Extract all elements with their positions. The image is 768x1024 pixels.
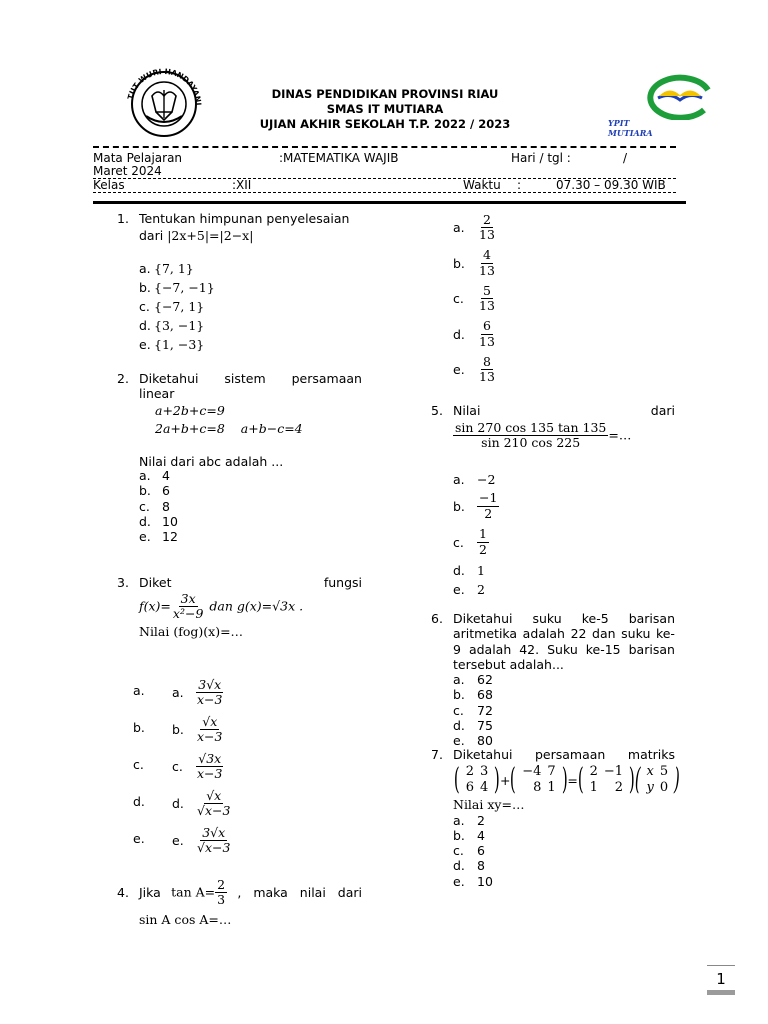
outer-label: b. [133, 720, 145, 735]
question-5 [431, 403, 675, 451]
option-label: e. [139, 529, 151, 545]
fraction-denominator: 13 [479, 262, 495, 278]
question-number: 7. [431, 747, 443, 762]
day-label: Hari / tgl : [511, 151, 571, 165]
question-word: Suku [547, 641, 578, 657]
question-word: Diketahui [453, 611, 513, 626]
option-fraction [195, 752, 224, 782]
option-c[interactable] [172, 748, 232, 785]
option-fraction [477, 527, 489, 557]
question-word: fungsi [323, 575, 362, 590]
option-label: d. [172, 796, 184, 811]
fraction-denominator: 13 [479, 333, 495, 349]
question-tail: =… [608, 427, 632, 443]
option-label: a. [172, 685, 184, 700]
fraction-denominator: 2 [479, 541, 487, 557]
option-label: d. [453, 718, 465, 734]
option-label: d. [139, 318, 151, 333]
equation-1: a+2b+c=9 [155, 403, 225, 418]
page-number-bar [707, 990, 735, 995]
question-text: dari [139, 228, 164, 243]
option-fraction [477, 284, 497, 314]
subject-label: Mata Pelajaran [93, 151, 183, 165]
tan-fraction [215, 878, 227, 908]
question-ask: Nilai dari abc adalah ... [139, 454, 284, 469]
option-label: d. [453, 563, 465, 578]
option-value: {−7, −1} [154, 280, 215, 295]
option-label: a. [453, 812, 465, 828]
question-6 [431, 611, 675, 749]
option-b[interactable] [139, 280, 215, 299]
question-word: persamaan [535, 747, 606, 762]
option-value: 4 [477, 827, 485, 843]
option-c[interactable] [453, 281, 497, 317]
fraction-numerator: 3√x [202, 824, 226, 840]
option-d[interactable] [172, 785, 232, 822]
option-fraction [477, 355, 497, 385]
option-a[interactable] [453, 672, 675, 687]
option-b[interactable] [453, 828, 675, 843]
option-c[interactable] [453, 843, 675, 858]
option-value: {1, −3} [154, 337, 205, 352]
letterhead-line-3: UJIAN AKHIR SEKOLAH T.P. 2022 / 2023 [259, 117, 511, 131]
option-value: 6 [477, 843, 485, 859]
date-value: Maret 2024 [93, 164, 162, 178]
question-number: 1. [117, 211, 129, 226]
question-word: barisan [628, 641, 675, 657]
option-label: e. [453, 582, 465, 597]
question-word: Jika [139, 885, 161, 901]
question-2 [117, 371, 362, 469]
option-fraction [477, 213, 497, 243]
question-word: 42. [519, 641, 540, 657]
option-a[interactable] [139, 261, 215, 280]
subject-value: :MATEMATIKA WAJIB [279, 151, 399, 165]
option-value: 75 [477, 718, 493, 734]
option-value: 8 [162, 498, 170, 514]
option-label: d. [139, 513, 151, 529]
option-value: 8 [477, 858, 485, 874]
question-word: Diketahui [453, 747, 513, 762]
letterhead-line-2: SMAS IT MUTIARA [326, 102, 444, 116]
option-value: 12 [162, 529, 178, 545]
logo-text: TUT WURI HANDAYANI [125, 66, 204, 106]
fraction-denominator: 2 [484, 505, 493, 521]
option-a[interactable] [172, 674, 232, 711]
fraction-numerator: 3x [180, 591, 196, 606]
question-text: tersebut adalah... [453, 656, 564, 672]
fraction-numerator: −1 [479, 490, 498, 506]
option-label: b. [453, 498, 465, 514]
fraction-numerator: √3x [198, 750, 222, 766]
option-d[interactable] [139, 514, 178, 529]
header-dashed-rule-top [93, 146, 676, 148]
question-number: 5. [431, 403, 443, 418]
option-value: 10 [162, 513, 178, 529]
question-ask: Nilai xy=… [453, 797, 525, 813]
fraction-denominator: 3 [217, 892, 226, 908]
question-word: suku [532, 611, 562, 626]
fraction-numerator: sin 270 cos 135 tan 135 [455, 420, 607, 435]
option-value: 4 [162, 468, 170, 483]
option-label: d. [453, 858, 465, 874]
fraction-denominator: x−3 [197, 692, 223, 707]
question-word: aritmetika [453, 626, 518, 642]
question-word: sistem [224, 371, 266, 386]
option-d[interactable] [139, 318, 215, 337]
outer-label: c. [133, 757, 144, 772]
fraction-numerator: 5 [482, 282, 491, 298]
option-e[interactable] [139, 529, 178, 544]
question-text: , maka nilai dari [237, 885, 362, 901]
outer-label: a. [133, 683, 145, 698]
matrix-4: ( x 5 y 0 ) [634, 762, 680, 798]
question-3 [117, 575, 362, 639]
option-label: b. [453, 687, 465, 703]
fraction-denominator: sin 210 cos 225 [481, 435, 581, 451]
option-label: d. [453, 326, 465, 342]
question-4-options [453, 210, 497, 388]
time-label: Waktu [463, 178, 501, 192]
question-word: Nilai [453, 403, 481, 418]
option-b[interactable] [453, 489, 499, 523]
fraction-numerator: 8 [482, 353, 491, 369]
header-solid-rule [93, 201, 686, 204]
question-word: 22 [570, 626, 587, 642]
option-label: b. [139, 280, 151, 295]
fraction-numerator: √x [206, 787, 222, 803]
question-word: adalah [468, 641, 512, 657]
option-e[interactable] [453, 874, 675, 889]
equals-sign: = [567, 772, 578, 788]
fraction-numerator: 2 [217, 877, 226, 892]
matrix-equation [451, 762, 680, 798]
page-number: 1 [707, 965, 735, 995]
option-fraction [195, 715, 224, 745]
option-value: {3, −1} [154, 318, 205, 333]
fraction-numerator: 2 [482, 211, 491, 227]
question-1 [117, 211, 362, 243]
option-a[interactable] [453, 813, 675, 828]
question-3-options [172, 674, 232, 859]
question-word: barisan [628, 611, 675, 626]
option-fraction [477, 491, 499, 521]
option-label: a. [139, 261, 151, 276]
question-fraction [453, 421, 608, 451]
option-label: c. [453, 702, 464, 718]
equation-2: 2a+b+c=8 [155, 421, 225, 436]
function-f-fraction [171, 592, 206, 622]
plus-sign: + [500, 772, 511, 788]
question-word: persamaan [291, 371, 362, 386]
option-label: c. [453, 843, 464, 859]
fraction-numerator: 6 [482, 318, 491, 334]
fraction-numerator: 4 [482, 247, 491, 263]
question-3-outer-labels [133, 672, 145, 857]
option-fraction [195, 826, 232, 856]
option-value: 68 [477, 687, 493, 703]
option-value: {−7, 1} [154, 299, 205, 314]
option-fraction [195, 678, 224, 708]
question-word: Diket [139, 575, 172, 590]
matrix-3: ( 2 −1 1 2 ) [577, 762, 635, 798]
question-number: 3. [117, 575, 129, 590]
option-label: b. [453, 827, 465, 843]
option-b[interactable] [453, 687, 675, 702]
option-e[interactable] [139, 337, 215, 356]
option-b[interactable] [453, 246, 497, 282]
option-fraction [195, 789, 232, 819]
question-word: dan [592, 626, 616, 642]
option-label: c. [453, 291, 464, 307]
question-1-options [139, 261, 215, 356]
option-d[interactable] [453, 858, 675, 873]
question-number: 2. [117, 371, 129, 386]
option-label: a. [453, 672, 465, 688]
option-a[interactable] [453, 210, 497, 246]
fraction-numerator: 3√x [198, 676, 222, 692]
letterhead-line-1: DINAS PENDIDIKAN PROVINSI RIAU [271, 87, 499, 101]
option-fraction [477, 248, 497, 278]
option-value: 80 [477, 733, 493, 749]
option-value: 2 [477, 582, 485, 597]
option-label: e. [453, 362, 465, 378]
ypit-logo [644, 70, 714, 120]
option-label: c. [172, 759, 183, 774]
option-label: c. [139, 498, 150, 514]
question-7 [431, 747, 680, 889]
question-2-options [139, 468, 178, 544]
option-b[interactable] [172, 711, 232, 748]
tut-wuri-handayani-logo [122, 66, 206, 138]
question-word: ke- [655, 626, 675, 642]
option-value: 10 [477, 873, 493, 889]
fraction-denominator: √x−3 [197, 840, 231, 855]
ypit-logo-label [608, 118, 653, 138]
fraction-denominator: √x−3 [197, 803, 231, 818]
fraction-denominator: 13 [479, 298, 495, 314]
question-word: dari [650, 403, 675, 418]
fraction-denominator: 13 [479, 227, 495, 243]
option-label: e. [172, 833, 184, 848]
option-label: a. [453, 471, 465, 487]
fraction-denominator: 13 [479, 369, 495, 385]
matrix-2: ( −4 7 8 1 ) [510, 762, 568, 798]
option-label: a. [139, 468, 151, 483]
class-label: Kelas [93, 178, 125, 192]
question-text: Tentukan himpunan penyelesaian [139, 211, 350, 226]
option-label: b. [139, 483, 151, 499]
fraction-numerator: 1 [479, 526, 487, 542]
function-g: dan g(x)=√3x . [209, 598, 304, 614]
option-value: 62 [477, 672, 493, 688]
question-ask: Nilai (fog)(x)=… [139, 623, 244, 639]
option-b[interactable] [139, 483, 178, 498]
option-label: e. [453, 873, 465, 889]
option-value: 72 [477, 702, 493, 718]
ypit-text: YPIT [608, 118, 630, 128]
fraction-denominator: x−3 [197, 766, 223, 781]
question-word: 9 [453, 641, 461, 657]
option-value: 6 [162, 483, 170, 499]
option-a[interactable] [453, 469, 499, 489]
option-label: e. [453, 733, 465, 749]
option-e[interactable] [453, 352, 497, 388]
class-value: :XII [232, 178, 252, 192]
option-d[interactable] [453, 718, 675, 733]
option-value: {7, 1} [154, 261, 194, 276]
time-value: 07.30 – 09.30 WIB [556, 178, 666, 192]
option-value: −2 [477, 471, 496, 487]
question-4 [117, 878, 362, 927]
outer-label: d. [133, 794, 145, 809]
question-5-options [453, 469, 499, 599]
option-label: b. [453, 255, 465, 271]
option-value: 2 [477, 812, 485, 828]
fraction-numerator: √x [202, 713, 218, 729]
function-f-label: f(x)= [139, 598, 171, 614]
question-word: ke-5 [581, 611, 609, 626]
outer-label: e. [133, 831, 145, 846]
question-word: matriks [627, 747, 675, 762]
question-word: Diketahui [139, 371, 199, 386]
option-label: b. [172, 722, 184, 737]
tan-expression: tan A= [171, 884, 216, 900]
fraction-denominator: x²−9 [172, 606, 204, 622]
option-e[interactable] [453, 580, 499, 599]
letterhead-title [200, 87, 570, 132]
day-value: / [623, 151, 628, 165]
question-number: 6. [431, 611, 443, 626]
option-a[interactable] [139, 468, 178, 483]
info-dashed-rule-bottom [93, 192, 676, 193]
question-ask: sin A cos A=… [139, 911, 232, 927]
time-colon: : [517, 178, 522, 192]
fraction-denominator: x−3 [197, 729, 223, 744]
option-c[interactable] [139, 499, 178, 514]
question-word: suku [621, 626, 651, 642]
question-text: linear [139, 386, 175, 401]
option-label: e. [139, 337, 151, 352]
option-c[interactable] [139, 299, 215, 318]
question-number: 4. [117, 885, 129, 901]
option-e[interactable] [172, 822, 232, 859]
question-word: ke-15 [585, 641, 621, 657]
option-label: c. [453, 534, 464, 550]
question-expression: |2x+5|=|2−x| [167, 228, 254, 243]
equation-3: a+b−c=4 [240, 421, 303, 436]
question-word: adalah [522, 626, 565, 642]
option-c[interactable] [453, 703, 675, 718]
option-fraction [477, 319, 497, 349]
option-value: 1 [477, 563, 485, 578]
option-label: c. [139, 299, 150, 314]
matrix-1: ( 2 3 6 4 ) [453, 762, 501, 798]
option-label: a. [453, 220, 465, 236]
mutiara-text: MUTIARA [608, 128, 653, 138]
option-c[interactable] [453, 523, 499, 561]
option-d[interactable] [453, 561, 499, 580]
option-d[interactable] [453, 317, 497, 353]
